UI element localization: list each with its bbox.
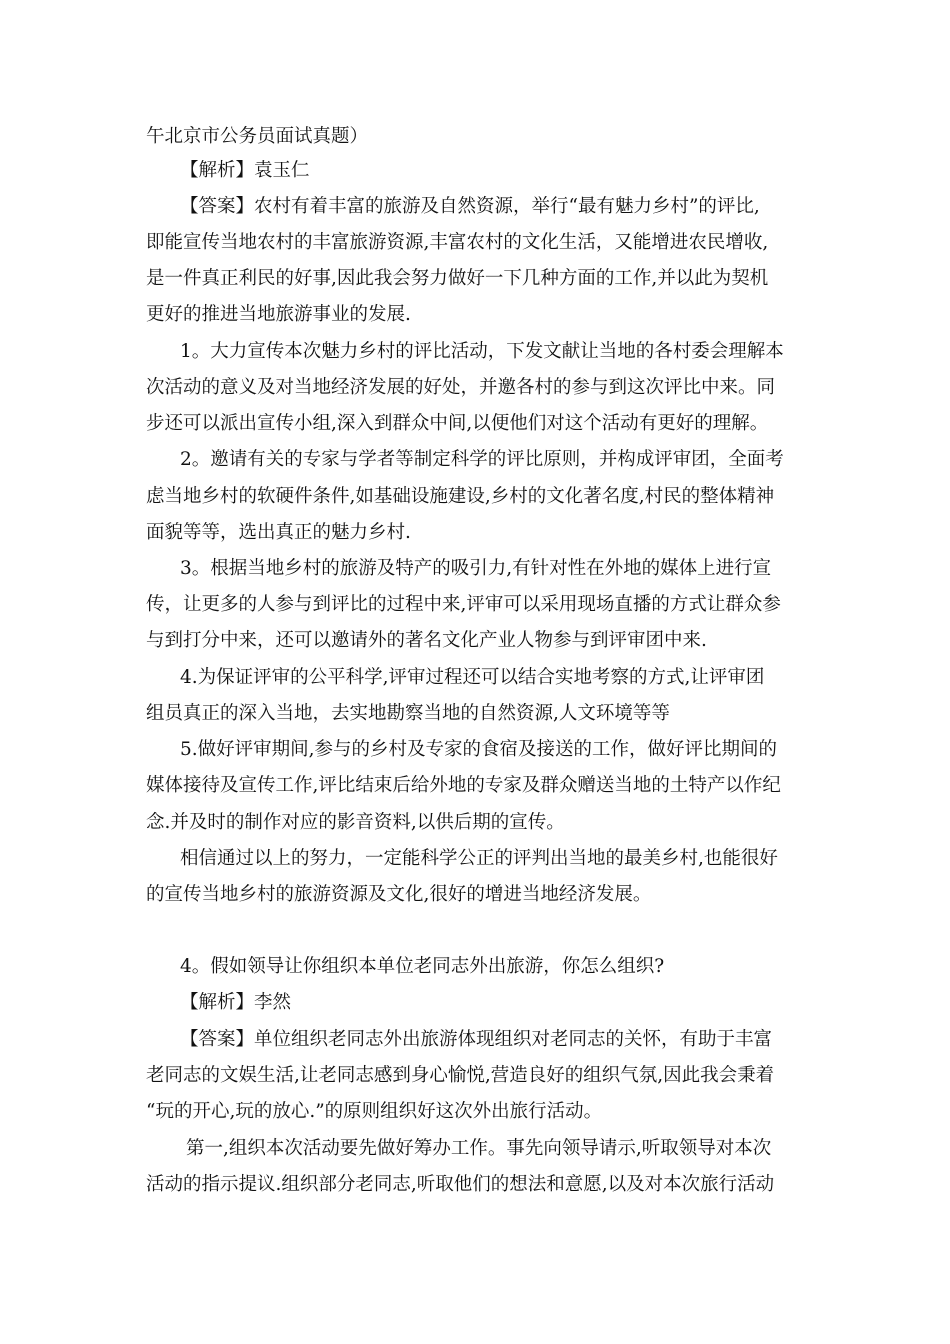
text-line: 面貌等等，选出真正的魅力乡村. — [146, 522, 411, 543]
text-line: 3。根据当地乡村的旅游及特产的吸引力,有针对性在外地的媒体上进行宣 — [180, 558, 772, 579]
text-line: 5.做好评审期间,参与的乡村及专家的食宿及接送的工作，做好评比期间的 — [180, 739, 778, 760]
text-line: 2。邀请有关的专家与学者等制定科学的评比原则，并构成评审团，全面考 — [180, 449, 784, 470]
text-line: 老同志的文娱生活,让老同志感到身心愉悦,营造良好的组织气氛,因此我会秉着 — [146, 1065, 775, 1086]
text-line: “玩的开心,玩的放心.”的原则组织好这次外出旅行活动。 — [146, 1101, 603, 1122]
text-line: 午北京市公务员面试真题） — [146, 126, 369, 147]
text-line: 媒体接待及宣传工作,评比结束后给外地的专家及群众赠送当地的土特产以作纪 — [146, 775, 781, 796]
answer-line: 【答案】单位组织老同志外出旅游体现组织对老同志的关怀，有助于丰富 — [180, 1029, 773, 1050]
text-line: 与到打分中来，还可以邀请外的著名文化产业人物参与到评审团中来. — [146, 630, 707, 651]
text-line: 更好的推进当地旅游事业的发展. — [146, 304, 411, 325]
analysis-label-line: 【解析】袁玉仁 — [180, 160, 310, 181]
text-line: 组员真正的深入当地，去实地勘察当地的自然资源,人文环境等等 — [146, 703, 670, 724]
text-line: 步还可以派出宣传小组,深入到群众中间,以便他们对这个活动有更好的理解。 — [146, 413, 769, 434]
text-line: 次活动的意义及对当地经济发展的好处，并邀各村的参与到这次评比中来。同 — [146, 377, 776, 398]
text-line: 念.并及时的制作对应的影音资料,以供后期的宣传。 — [146, 812, 565, 833]
text-line: 4.为保证评审的公平科学,评审过程还可以结合实地考察的方式,让评审团 — [180, 667, 765, 688]
text-line: 虑当地乡村的软硬件条件,如基础设施建设,乡村的文化著名度,村民的整体精神 — [146, 486, 775, 507]
text-line: 活动的指示提议.组织部分老同志,听取他们的想法和意愿,以及对本次旅行活动 — [146, 1174, 775, 1195]
text-line: 是一件真正利民的好事,因此我会努力做好一下几种方面的工作,并以此为契机 — [146, 268, 769, 289]
text-line: 第一,组织本次活动要先做好筹办工作。事先向领导请示,听取领导对本次 — [186, 1138, 772, 1159]
answer-line: 【答案】农村有着丰富的旅游及自然资源，举行“最有魅力乡村”的评比, — [180, 196, 760, 217]
text-line: 的宣传当地乡村的旅游资源及文化,很好的增进当地经济发展。 — [146, 884, 652, 905]
text-line: 1。大力宣传本次魅力乡村的评比活动，下发文献让当地的各村委会理解本 — [180, 341, 784, 362]
analysis-label-line: 【解析】李然 — [180, 992, 292, 1013]
text-line: 相信通过以上的努力，一定能科学公正的评判出当地的最美乡村,也能很好 — [180, 848, 778, 869]
question-title: 4。假如领导让你组织本单位老同志外出旅游，你怎么组织? — [180, 956, 665, 977]
text-line: 传，让更多的人参与到评比的过程中来,评审可以采用现场直播的方式让群众参 — [146, 594, 781, 615]
text-line: 即能宣传当地农村的丰富旅游资源,丰富农村的文化生活，又能增进农民增收, — [146, 232, 769, 253]
